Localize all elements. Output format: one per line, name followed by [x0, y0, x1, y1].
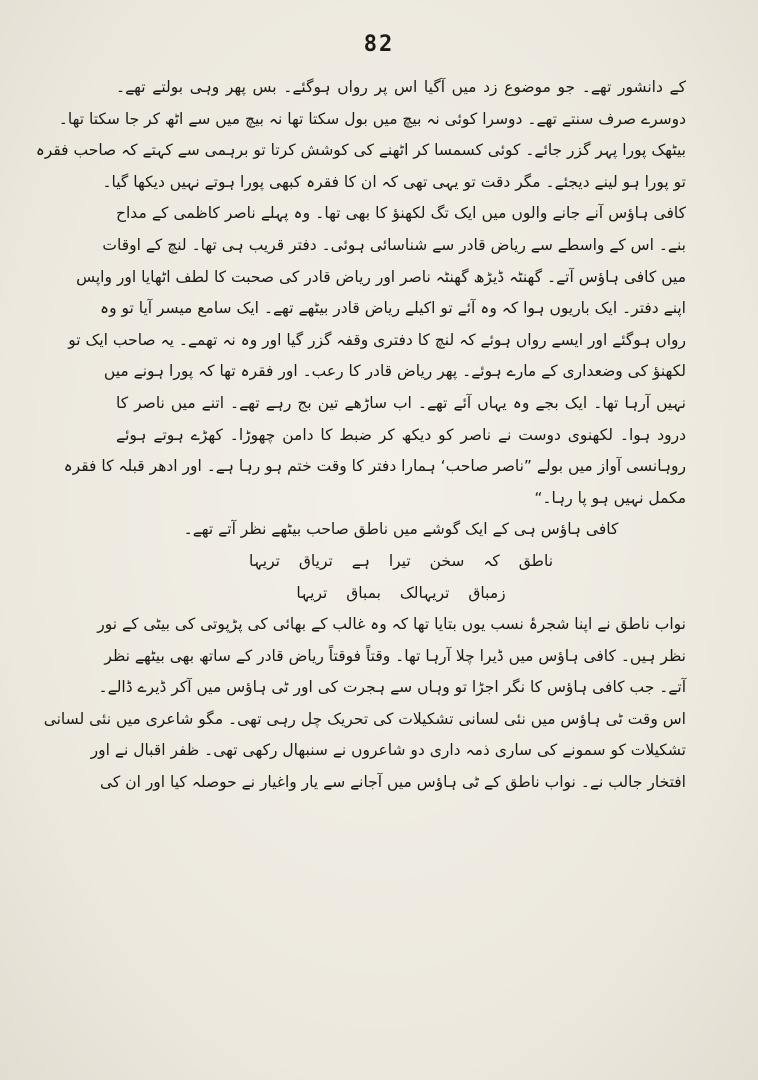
text-line: تو پورا ہو لینے دیجئے۔ مگر دقت تو یہی تھی کہ ان کا فقرہ کبھی پورا ہوتے نہیں دیکھا گیا۔ — [102, 172, 686, 191]
text-line: دوسرے صرف سنتے تھے۔ دوسرا کوئی نہ بیچ میں بول سکتا تھا نہ بیچ میں سے اٹھ کر جا سکتا تھا۔ — [58, 109, 686, 128]
text-line: لکھنؤ کی وضعداری کے مارے ہوئے۔ پھر ریاض قادر کا رعب۔ اور فقرہ تھا کہ پورا ہونے میں — [103, 362, 686, 381]
text-line: روہانسی آواز میں بولے ”ناصر صاحب‘ ہمارا دفتر کا وقت ختم ہو رہا ہے۔ اور ادھر قبلہ کا فقرہ — [63, 457, 686, 476]
text-line: بنے۔ اس کے واسطے سے ریاض قادر سے شناسائی ہوئی۔ دفتر قریب ہی تھا۔ لنچ کے اوقات — [102, 235, 686, 254]
text-line: کافی ہاؤس ہی کے ایک گوشے میں ناطق صاحب بیٹھے نظر آتے تھے۔ — [183, 520, 619, 539]
text-line: افتخار جالب نے۔ نواب ناطق کے ٹی ہاؤس میں آجانے سے یار واغیار نے حوصلہ کیا اور ان کی — [99, 773, 686, 792]
text-line: کافی ہاؤس آنے جانے والوں میں ایک تگ لکھنؤ کا بھی تھا۔ وہ پہلے ناصر کاظمی کے مداح — [116, 204, 686, 223]
text-line: اپنے دفتر۔ ایک باریوں ہوا کہ وہ آئے تو اکیلے ریاض قادر بیٹھے تھے۔ ایک سامع میسر آیا تو وہ — [99, 299, 686, 318]
text-line: کے دانشور تھے۔ جو موضوع زد میں آگیا اس پر رواں ہوگئے۔ بس پھر وہی بولتے تھے۔ — [116, 78, 686, 96]
text-line: میں کافی ہاؤس آتے۔ گھنٹہ ڈیڑھ گھنٹہ ناصر اور ریاض قادر کی صحبت کا لطف اٹھایا اور واپس — [76, 267, 686, 286]
body-text — [35, 72, 686, 799]
verse-line: ناطق کہ سخن تیرا ہے تریاق تریہا — [248, 551, 554, 570]
text-line: تشکیلات کو سمونے کی ساری ذمہ داری دو شاعروں نے سنبھال رکھی تھی۔ ظفر اقبال نے اور — [90, 741, 686, 760]
text-line: بیٹھک پورا پہر گزر جائے۔ کوئی کسمسا کر اٹھنے کی کوشش کرتا تو برہمی سے کہتے کہ صاحب فقرہ — [35, 141, 686, 160]
text-line: رواں ہوگئے اور ایسے رواں ہوئے کہ لنچ کا دفتری وقفہ گزر گیا اور وہ نہ تھمے۔ یہ صاحب ایک تو — [68, 330, 686, 349]
text-line: نہیں آرہا تھا۔ ایک بجے وہ یہاں آئے تھے۔ اب ساڑھے تین بج رہے تھے۔ اتنے میں ناصر کا — [116, 393, 686, 412]
text-line: درود ہوا۔ لکھنوی دوست نے ناصر کو دیکھ کر ضبط کا دامن چھوڑا۔ کھڑے ہوتے ہوئے — [116, 425, 686, 444]
page-number: 82 — [363, 32, 395, 57]
text-line: اس وقت ٹی ہاؤس میں نئی لسانی تشکیلات کی تحریک چل رہی تھی۔ مگو شاعری میں نئی لسانی — [43, 709, 686, 728]
text-line: آتے۔ جب کافی ہاؤس کا نگر اجڑا تو وہاں سے ہجرت کی اور ٹی ہاؤس میں آکر ڈیرے ڈالے۔ — [98, 678, 686, 697]
text-line: نظر ہیں۔ کافی ہاؤس میں ڈیرا چلا آرہا تھا۔ وقتاً فوقتاً ریاض قادر کے ساتھ بھی بیٹھے نظر — [104, 646, 686, 665]
text-line: نواب ناطق نے اپنا شجرۂ نسب یوں بتایا تھا کہ وہ غالب کے بھائی کی پڑپوتی کی بیٹی کے نور — [97, 615, 686, 634]
verse-line: زمباق تریہالک بمباق تریہا — [296, 583, 506, 602]
text-line: مکمل نہیں ہو پا رہا۔“ — [534, 488, 686, 507]
